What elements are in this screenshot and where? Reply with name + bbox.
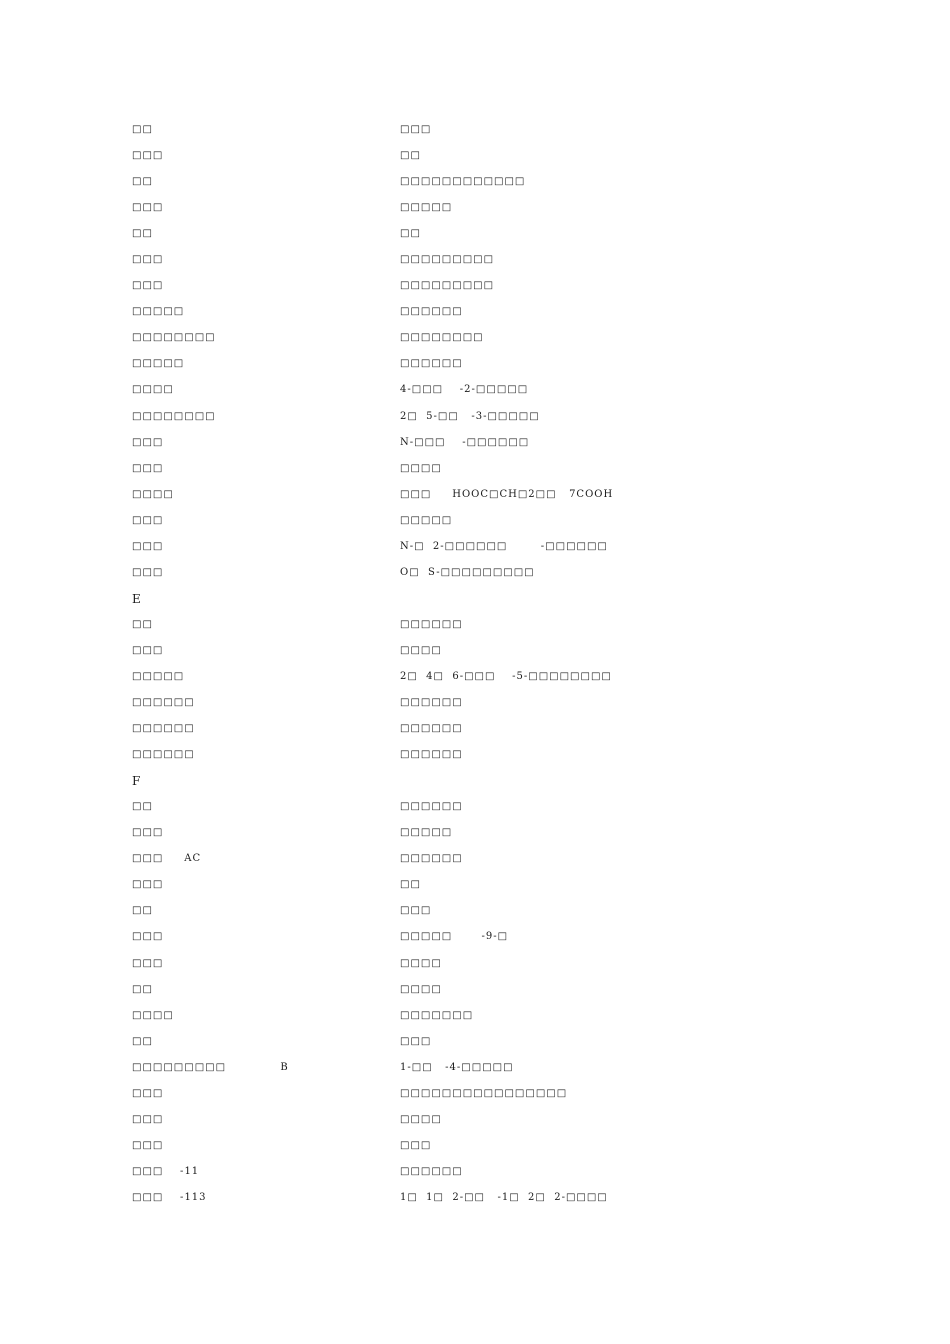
glossary-row: [0, 642, 950, 668]
glossary-row: [0, 277, 950, 303]
glossary-row: [0, 512, 950, 538]
term-left: □□□□□: [132, 670, 185, 682]
glossary-row: [0, 121, 950, 147]
term-right: □□□: [400, 1035, 432, 1047]
term-left: □□□: [132, 540, 164, 552]
term-right: □□□□□□: [400, 801, 463, 813]
glossary-row: [0, 668, 950, 694]
term-right: □□□□: [400, 1113, 442, 1125]
term-right: □□□□□□: [400, 1165, 463, 1177]
term-right: 2□ 5-□□ -3-□□□□□: [400, 410, 540, 422]
term-right: O□ S-□□□□□□□□□: [400, 566, 535, 578]
glossary-row: [0, 1111, 950, 1137]
term-right: □□□□□ -9-□: [400, 931, 509, 943]
term-left: □□: [132, 618, 153, 630]
glossary-row: [0, 616, 950, 642]
glossary-row: [0, 538, 950, 564]
glossary-row: [0, 746, 950, 772]
glossary-row: [0, 928, 950, 954]
term-left: □□□: [132, 566, 164, 578]
term-right: □□□□□□: [400, 358, 463, 370]
term-left: □□□: [132, 514, 164, 526]
glossary-row: [0, 486, 950, 512]
term-right: □□□□□: [400, 827, 453, 839]
term-left: □□: [132, 228, 153, 240]
term-left: □□: [132, 124, 153, 135]
term-left: □□□□□□□□: [132, 410, 216, 422]
term-right: 4-□□□ -2-□□□□□: [400, 384, 529, 396]
term-left: □□□: [132, 1139, 164, 1151]
term-right: □□□□: [400, 957, 442, 969]
term-left: □□□: [132, 436, 164, 448]
term-left: □□□□□□: [132, 723, 195, 735]
term-left: □□□: [132, 462, 164, 474]
term-left: □□□□: [132, 1009, 174, 1021]
term-right: □□: [400, 150, 421, 162]
term-right: □□□: [400, 124, 432, 135]
term-left: □□□□□: [132, 358, 185, 370]
term-left: □□□: [132, 879, 164, 891]
glossary-row: [0, 1085, 950, 1111]
term-left: □□: [132, 801, 153, 813]
term-left: □□□: [132, 150, 164, 162]
glossary-row: [0, 1059, 950, 1085]
glossary-row: [0, 1189, 950, 1215]
glossary-row: [0, 408, 950, 434]
glossary-row: [0, 824, 950, 850]
term-left: □□□□□: [132, 306, 185, 318]
glossary-row: [0, 381, 950, 407]
term-left: □□: [132, 176, 153, 188]
term-right: □□□: [400, 1139, 432, 1151]
term-left: □□□ -113: [132, 1191, 207, 1203]
term-right: □□□□□□□□□: [400, 280, 495, 292]
glossary-row: [0, 147, 950, 173]
term-right: □□□□□□□□□□□□: [400, 176, 526, 188]
term-left: □□□: [132, 1087, 164, 1099]
term-right: □□□□□: [400, 514, 453, 526]
glossary-row: [0, 199, 950, 225]
glossary-row: [0, 1007, 950, 1033]
term-right: □□: [400, 879, 421, 891]
term-left: □□□□: [132, 488, 174, 500]
term-left: □□□: [132, 827, 164, 839]
term-left: □□□ -11: [132, 1165, 200, 1177]
glossary-row: [0, 1163, 950, 1189]
glossary-row: [0, 1033, 950, 1059]
term-right: □□□□□□: [400, 306, 463, 318]
section-heading-row: [0, 590, 950, 616]
term-right: □□□□□□□□□□□□□□□□: [400, 1087, 568, 1099]
term-right: □□□□□: [400, 202, 453, 214]
term-left: □□□□: [132, 384, 174, 396]
term-right: N-□□□ -□□□□□□: [400, 436, 530, 448]
section-letter: E: [132, 591, 141, 606]
term-right: □□□□□□: [400, 853, 463, 865]
term-left: □□□: [132, 202, 164, 214]
glossary-row: [0, 434, 950, 460]
term-right: 2□ 4□ 6-□□□ -5-□□□□□□□□: [400, 670, 612, 682]
term-left: □□: [132, 983, 153, 995]
term-right: □□□□: [400, 462, 442, 474]
glossary-row: [0, 251, 950, 277]
term-left: □□□□□□□□: [132, 332, 216, 344]
glossary-row: [0, 720, 950, 746]
term-right: □□: [400, 228, 421, 240]
term-left: □□□: [132, 1113, 164, 1125]
glossary-row: [0, 329, 950, 355]
glossary-row: [0, 460, 950, 486]
section-heading-row: [0, 772, 950, 798]
term-left: □□□: [132, 280, 164, 292]
glossary-row: [0, 303, 950, 329]
glossary-row: [0, 694, 950, 720]
term-right: □□□□: [400, 644, 442, 656]
term-left: □□□: [132, 254, 164, 266]
glossary-row: [0, 798, 950, 824]
term-right: □□□□□□□□□: [400, 254, 495, 266]
term-right: N-□ 2-□□□□□□ -□□□□□□: [400, 540, 608, 552]
glossary-row: [0, 955, 950, 981]
term-left: □□□: [132, 957, 164, 969]
term-left: □□□□□□□□□ B: [132, 1061, 289, 1073]
glossary-row: [0, 850, 950, 876]
glossary-row: [0, 876, 950, 902]
term-right: □□□ HOOC□CH□2□□ 7COOH: [400, 488, 614, 500]
glossary-list: [0, 121, 950, 1215]
glossary-row: [0, 981, 950, 1007]
term-left: □□□: [132, 931, 164, 943]
term-left: □□□ AC: [132, 853, 202, 865]
term-right: 1-□□ -4-□□□□□: [400, 1061, 514, 1073]
term-left: □□: [132, 905, 153, 917]
glossary-row: [0, 355, 950, 381]
term-left: □□□□□□: [132, 697, 195, 709]
term-right: □□□□□□: [400, 618, 463, 630]
term-right: □□□□: [400, 983, 442, 995]
term-left: □□□□□□: [132, 749, 195, 761]
term-right: □□□□□□: [400, 697, 463, 709]
term-right: □□□□□□□□: [400, 332, 484, 344]
term-right: 1□ 1□ 2-□□ -1□ 2□ 2-□□□□: [400, 1191, 608, 1203]
term-right: □□□□□□: [400, 749, 463, 761]
section-letter: F: [132, 774, 141, 789]
glossary-row: [0, 902, 950, 928]
glossary-row: [0, 564, 950, 590]
glossary-row: [0, 1137, 950, 1163]
glossary-row: [0, 173, 950, 199]
term-right: □□□□□□□: [400, 1009, 474, 1021]
term-right: □□□□□□: [400, 723, 463, 735]
glossary-row: [0, 225, 950, 251]
term-left: □□□: [132, 644, 164, 656]
term-right: □□□: [400, 905, 432, 917]
term-left: □□: [132, 1035, 153, 1047]
